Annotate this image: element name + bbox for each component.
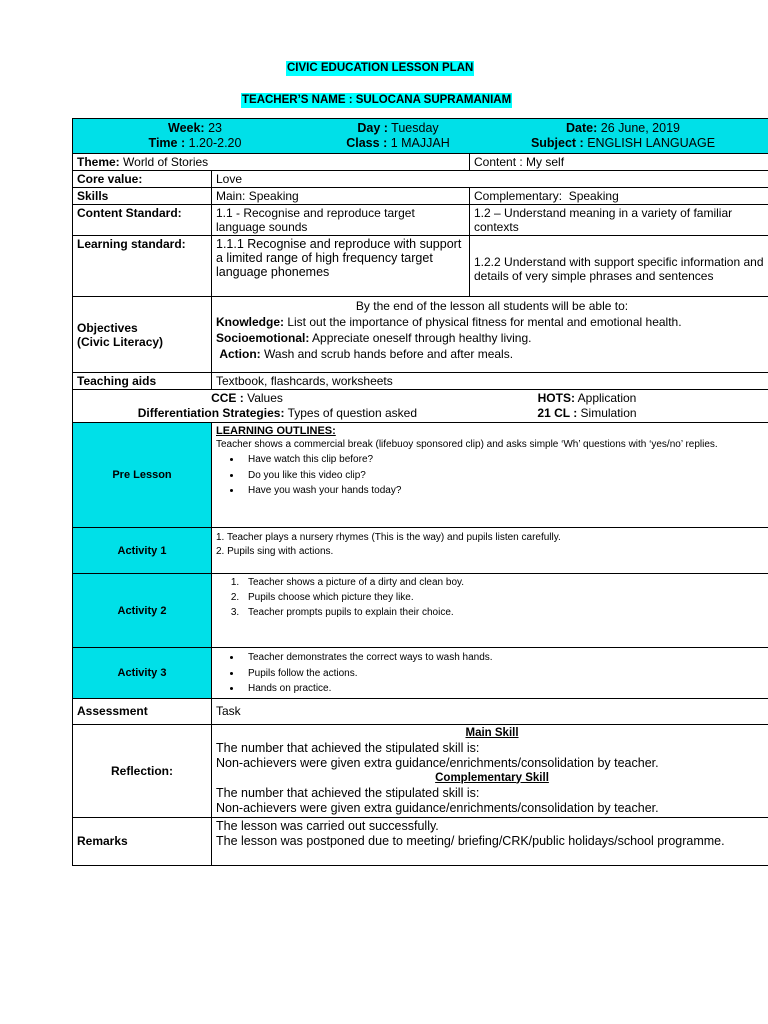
remarks-line1: The lesson was carried out successfully. bbox=[216, 818, 439, 833]
21cl-value: Simulation bbox=[580, 406, 637, 420]
content-standard-label: Content Standard: bbox=[73, 205, 212, 236]
core-value-label: Core value: bbox=[73, 171, 212, 188]
date-value: 26 June, 2019 bbox=[600, 121, 680, 135]
list-item: • Have you wash your hands today? bbox=[242, 483, 768, 499]
main-skill-label: Main: bbox=[216, 189, 246, 203]
class-label: Class : bbox=[346, 136, 388, 150]
pre-lesson-label: Pre Lesson bbox=[73, 423, 212, 528]
list-item: 3. Teacher prompts pupils to explain their choice. bbox=[242, 605, 768, 620]
main-skill-line1: The number that achieved the stipulated skill is: bbox=[216, 740, 480, 755]
main-skill-value: Speaking bbox=[248, 189, 299, 203]
objectives-row bbox=[73, 297, 768, 373]
objectives-intro: By the end of the lesson all students will be able to: bbox=[355, 299, 629, 313]
21cl-label: 21 CL : bbox=[537, 406, 578, 420]
teaching-aids-label: Teaching aids bbox=[73, 373, 212, 390]
pre-lesson-text: Teacher shows a commercial break (lifebuoy sponsored clip) and asks simple ‘Wh’ questions with ‘yes/no’ replies. bbox=[216, 439, 718, 450]
complementary-skill-heading: Complementary Skill bbox=[435, 771, 549, 784]
list-item: • Teacher demonstrates the correct ways to wash hands. bbox=[242, 650, 768, 666]
main-skill-line2: Non-achievers were given extra guidance/enrichments/consolidation by teacher. bbox=[216, 755, 659, 770]
core-value-value: Love bbox=[212, 171, 768, 188]
content-standard-comp: 1.2 – Understand meaning in a variety of familiar contexts bbox=[470, 205, 768, 236]
activity2-row bbox=[73, 574, 768, 648]
pre-lesson-questions bbox=[216, 452, 768, 499]
cce-row bbox=[73, 390, 768, 423]
remarks-label: Remarks bbox=[73, 817, 212, 865]
activity3-row bbox=[73, 648, 768, 699]
day-value: Tuesday bbox=[391, 121, 439, 135]
assessment-value: Task bbox=[212, 698, 768, 724]
subject-label: Subject : bbox=[530, 136, 584, 150]
activity1-label: Activity 1 bbox=[73, 528, 212, 574]
content-value: My self bbox=[526, 155, 565, 169]
learning-standard-main: 1.1.1 Recognise and reproduce with support a limited range of high frequency target language phonemes bbox=[212, 236, 470, 297]
theme-label: Theme: bbox=[77, 155, 120, 169]
assessment-row bbox=[73, 698, 768, 724]
differentiation-label: Differentiation Strategies: bbox=[137, 406, 285, 420]
objectives-label: Objectives bbox=[77, 320, 138, 335]
cce-label: CCE : bbox=[211, 391, 244, 405]
activity2-list bbox=[216, 575, 768, 620]
skills-label: Skills bbox=[73, 188, 212, 205]
list-item: • Do you like this video clip? bbox=[242, 468, 768, 484]
cce-value: Values bbox=[247, 391, 283, 405]
comp-skill-line2: Non-achievers were given extra guidance/enrichments/consolidation by teacher. bbox=[216, 800, 659, 815]
learning-standard-row bbox=[73, 236, 768, 297]
teacher-name-line: TEACHER’S NAME : SULOCANA SUPRAMANIAM bbox=[242, 94, 512, 106]
civic-literacy-label: (Civic Literacy) bbox=[77, 334, 164, 349]
activity3-list bbox=[216, 650, 768, 697]
list-item: • Hands on practice. bbox=[242, 681, 768, 697]
week-value: 23 bbox=[208, 121, 222, 135]
theme-row bbox=[73, 154, 768, 171]
hots-value: Application bbox=[577, 391, 637, 405]
time-value: 1.20-2.20 bbox=[188, 136, 242, 150]
learning-standard-comp: 1.2.2 Understand with support specific information and details of very simple phrases and sentences bbox=[470, 236, 768, 297]
list-item: 1. Teacher plays a nursery rhymes (This is the way) and pupils listen carefully. bbox=[216, 532, 561, 543]
comp-skill-line1: The number that achieved the stipulated skill is: bbox=[216, 785, 480, 800]
content-standard-row bbox=[73, 205, 768, 236]
knowledge-label: Knowledge: bbox=[216, 315, 284, 329]
main-skill-heading: Main Skill bbox=[465, 726, 519, 739]
week-label: Week: bbox=[168, 121, 205, 135]
activity1-row bbox=[73, 528, 768, 574]
subject-value: ENGLISH LANGUAGE bbox=[587, 136, 716, 150]
assessment-label: Assessment bbox=[73, 698, 212, 724]
content-label: Content : bbox=[474, 155, 523, 169]
remarks-line2: The lesson was postponed due to meeting/ briefing/CRK/public holidays/school programme. bbox=[216, 833, 725, 848]
socioemotional-label: Socioemotional: bbox=[216, 331, 310, 345]
teaching-aids-row bbox=[73, 373, 768, 390]
list-item: 2. Pupils choose which picture they like. bbox=[242, 590, 768, 605]
list-item: • Pupils follow the actions. bbox=[242, 666, 768, 682]
learning-outlines-heading: LEARNING OUTLINES: bbox=[216, 425, 336, 437]
pre-lesson-row bbox=[73, 423, 768, 528]
activity3-label: Activity 3 bbox=[73, 648, 212, 699]
reflection-row bbox=[73, 724, 768, 817]
lesson-plan-table bbox=[72, 118, 768, 866]
action-label: Action: bbox=[219, 347, 261, 361]
list-item: 2. Pupils sing with actions. bbox=[216, 546, 334, 557]
differentiation-value: Types of question asked bbox=[287, 406, 417, 420]
list-item: • Have watch this clip before? bbox=[242, 452, 768, 468]
hots-label: HOTS: bbox=[537, 391, 575, 405]
remarks-row bbox=[73, 817, 768, 865]
date-label: Date: bbox=[566, 121, 598, 135]
content-standard-main: 1.1 - Recognise and reproduce target language sounds bbox=[212, 205, 470, 236]
learning-standard-label: Learning standard: bbox=[73, 236, 212, 297]
socioemotional-text: Appreciate oneself through healthy living. bbox=[312, 331, 532, 345]
theme-value: World of Stories bbox=[123, 155, 209, 169]
comp-skill-value: Speaking bbox=[568, 189, 619, 203]
reflection-label: Reflection: bbox=[73, 724, 212, 817]
teaching-aids-value: Textbook, flashcards, worksheets bbox=[212, 373, 768, 390]
header-row bbox=[73, 119, 768, 154]
list-item: 1. Teacher shows a picture of a dirty and clean boy. bbox=[242, 575, 768, 590]
day-label: Day : bbox=[357, 121, 388, 135]
time-label: Time : bbox=[148, 136, 186, 150]
document-title: CIVIC EDUCATION LESSON PLAN bbox=[287, 62, 474, 74]
skills-row bbox=[73, 188, 768, 205]
knowledge-text: List out the importance of physical fitness for mental and emotional health. bbox=[287, 315, 682, 329]
activity2-label: Activity 2 bbox=[73, 574, 212, 648]
core-value-row bbox=[73, 171, 768, 188]
action-text: Wash and scrub hands before and after meals. bbox=[264, 347, 514, 361]
class-value: 1 MAJJAH bbox=[390, 136, 450, 150]
comp-skill-label: Complementary: bbox=[474, 189, 563, 203]
